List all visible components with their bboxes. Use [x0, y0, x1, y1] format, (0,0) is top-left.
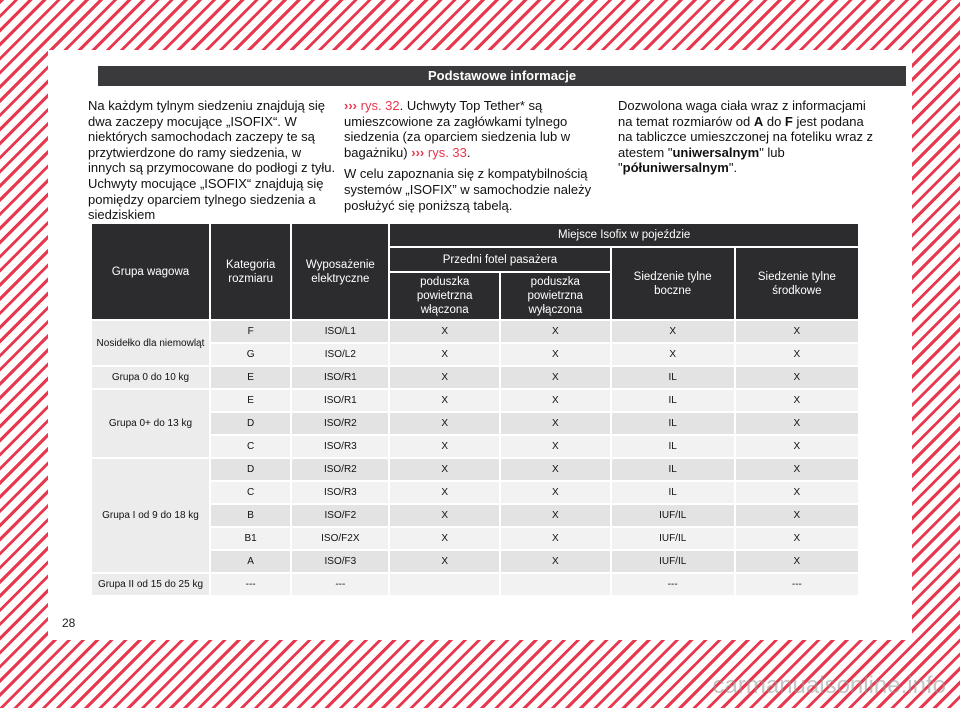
size-f: F — [784, 113, 793, 129]
table-cell: ISO/L2 — [292, 344, 388, 365]
table-row — [92, 321, 858, 342]
table-cell: IL — [612, 390, 734, 411]
table-cell: IL — [612, 482, 734, 503]
header-rear-center: Siedzenie tylne środkowe — [736, 248, 858, 319]
table-cell: ISO/F2 — [292, 505, 388, 526]
table-cell: B — [211, 505, 290, 526]
header-size-category: Kategoria rozmiaru — [211, 224, 290, 319]
table-cell: B1 — [211, 528, 290, 549]
compatibility-paragraph: W celu zapoznania się z kompatybilnością systemów „ISOFIX” w samochodzie należy posłużyć się poniższą tabelą. — [344, 166, 592, 213]
header-isofix-places: Miejsce Isofix w pojeździe — [390, 224, 858, 246]
table-cell: X — [736, 528, 858, 549]
table-cell: X — [501, 551, 610, 572]
group-cell: Grupa I od 9 do 18 kg — [92, 459, 209, 572]
table-cell: X — [736, 413, 858, 434]
table-cell: F — [211, 321, 290, 342]
table-cell: X — [390, 459, 499, 480]
table-cell: X — [390, 390, 499, 411]
table-cell: X — [736, 551, 858, 572]
reference-arrow: ››› — [411, 144, 425, 160]
table-cell: X — [501, 413, 610, 434]
table-cell: E — [211, 390, 290, 411]
table-cell: X — [501, 482, 610, 503]
table-cell: X — [612, 344, 734, 365]
reference-arrow: ››› — [344, 98, 357, 113]
table-cell: E — [211, 367, 290, 388]
table-cell: X — [501, 344, 610, 365]
table-cell: X — [390, 367, 499, 388]
table-cell: ISO/R1 — [292, 367, 388, 388]
header-weight-group: Grupa wagowa — [92, 224, 209, 319]
table-cell: ISO/R3 — [292, 436, 388, 457]
table-cell: X — [390, 436, 499, 457]
weight-info-paragraph: Dozwolona waga ciała wraz z informacjami na temat rozmiarów od A do F jest podana na tabliczce umieszczonej na foteliku wraz z atestem "uniwersalnym" lub "półuniwersalnym". — [618, 98, 874, 176]
table-cell: A — [211, 551, 290, 572]
size-a: A — [753, 113, 764, 129]
text-column-3 — [618, 98, 878, 182]
table-cell: IUF/IL — [612, 551, 734, 572]
table-row — [92, 367, 858, 388]
manual-page — [48, 50, 912, 640]
table-cell: X — [736, 505, 858, 526]
table-cell: X — [736, 390, 858, 411]
header-electrical-equipment: Wyposażenie elektryczne — [292, 224, 388, 319]
section-header: Podstawowe informacje — [98, 66, 906, 86]
table-cell: --- — [292, 574, 388, 595]
table-cell: ISO/F3 — [292, 551, 388, 572]
text-column-1 — [88, 98, 340, 229]
table-cell: IL — [612, 459, 734, 480]
table-cell: ISO/F2X — [292, 528, 388, 549]
table-cell: D — [211, 459, 290, 480]
table-cell — [390, 574, 499, 595]
table-cell: X — [501, 459, 610, 480]
table-cell: IUF/IL — [612, 505, 734, 526]
table-cell: X — [390, 528, 499, 549]
table-cell: IL — [612, 413, 734, 434]
table-cell: X — [501, 528, 610, 549]
table-cell: C — [211, 436, 290, 457]
group-cell: Grupa II od 15 do 25 kg — [92, 574, 209, 595]
text-column-2 — [344, 98, 608, 219]
top-tether-text: . Uchwyty Top Tether* są umieszcowione za zagłówkami tylnego siedzenia (za oparciem siedzenia lub w bagażniku) — [344, 98, 571, 160]
table-cell: ISO/L1 — [292, 321, 388, 342]
table-row — [92, 574, 858, 595]
table-cell: --- — [736, 574, 858, 595]
table-cell: X — [501, 321, 610, 342]
table-cell: X — [390, 551, 499, 572]
header-airbag-off: poduszka powietrzna wyłączona — [501, 273, 610, 319]
table-cell: ISO/R1 — [292, 390, 388, 411]
table-cell: X — [390, 482, 499, 503]
table-cell: --- — [211, 574, 290, 595]
table-cell: G — [211, 344, 290, 365]
figure-ref-32[interactable]: rys. 32 — [360, 98, 400, 113]
table-cell — [501, 574, 610, 595]
table-cell: IL — [612, 436, 734, 457]
table-row — [92, 459, 858, 480]
table-cell: X — [390, 344, 499, 365]
table-cell: ISO/R3 — [292, 482, 388, 503]
table-cell: X — [390, 413, 499, 434]
table-cell: C — [211, 482, 290, 503]
table-cell: X — [736, 459, 858, 480]
isofix-intro-paragraph: Na każdym tylnym siedzeniu znajdują się dwa zaczepy mocujące „ISOFIX“. W niektórych samochodach zaczepy te są przytwierdzone do ramy siedzenia, w innych są przymocowane do podłogi z tyłu. Uchwyty mocujące „ISOFIX“ znajdują się pomiędzy oparciem tylnego siedzenia a siedziskiem — [88, 98, 336, 223]
table-cell: IUF/IL — [612, 528, 734, 549]
table-cell: X — [736, 482, 858, 503]
page-number: 28 — [62, 616, 76, 630]
table-cell: X — [501, 390, 610, 411]
table-cell: X — [612, 321, 734, 342]
group-cell: Grupa 0+ do 13 kg — [92, 390, 209, 457]
universal-label: uniwersalnym — [672, 144, 760, 160]
table-cell: X — [736, 436, 858, 457]
table-cell: ISO/R2 — [292, 413, 388, 434]
header-front-passenger: Przedni fotel pasażera — [390, 248, 609, 271]
table-cell: IL — [612, 367, 734, 388]
header-rear-side: Siedzenie tylne boczne — [612, 248, 734, 319]
table-cell: X — [736, 344, 858, 365]
table-cell: ISO/R2 — [292, 459, 388, 480]
table-cell: --- — [612, 574, 734, 595]
top-tether-paragraph: ››› rys. 32. Uchwyty Top Tether* są umieszcowione za zagłówkami tylnego siedzenia (za oparciem siedzenia lub w bagażniku) ››› rys. 33. — [344, 98, 571, 160]
table-cell: X — [736, 321, 858, 342]
group-cell: Grupa 0 do 10 kg — [92, 367, 209, 388]
semi-universal-label: półuniwersalnym — [622, 160, 729, 176]
group-cell: Nosidełko dla niemowląt — [92, 321, 209, 365]
table-cell: X — [501, 367, 610, 388]
table-cell: D — [211, 413, 290, 434]
watermark-text: carmanualsonline.info — [712, 672, 946, 699]
table-cell: X — [501, 436, 610, 457]
header-airbag-on: poduszka powietrzna włączona — [390, 273, 499, 319]
table-cell: X — [390, 505, 499, 526]
table-cell: X — [736, 367, 858, 388]
table-cell: X — [501, 505, 610, 526]
table-row — [92, 390, 858, 411]
figure-ref-33[interactable]: rys. 33 — [427, 144, 467, 160]
isofix-compatibility-table — [90, 222, 860, 597]
table-cell: X — [390, 321, 499, 342]
